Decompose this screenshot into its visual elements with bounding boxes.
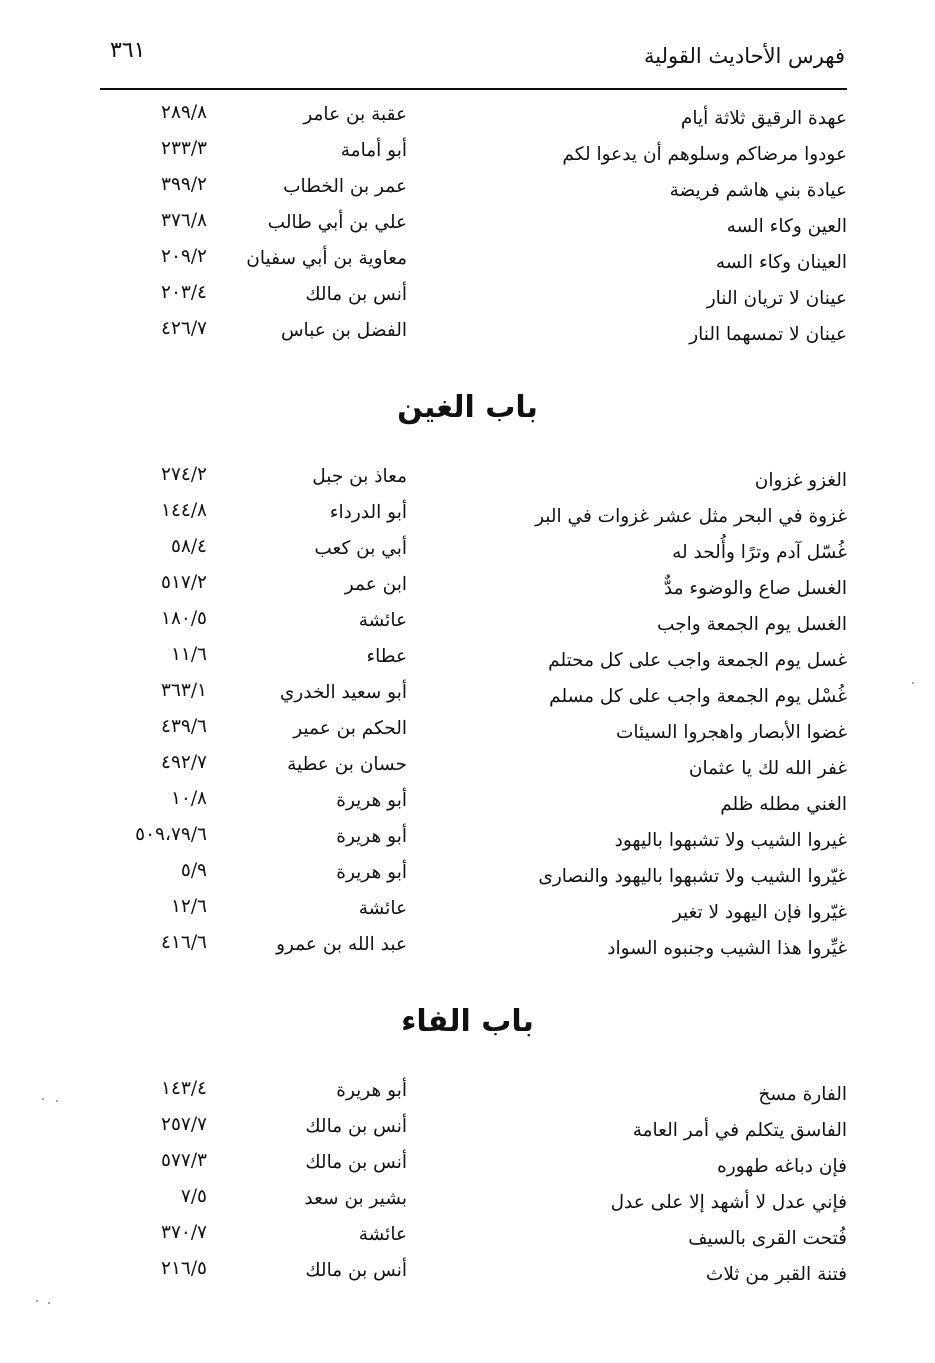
- index-row: [95, 680, 847, 722]
- volume-page-ref: ٢٥٧/٧: [161, 1114, 207, 1135]
- volume-page-ref: ٣٦٣/١: [161, 680, 207, 701]
- running-head: [100, 38, 845, 78]
- narrator-name: عطاء: [366, 646, 407, 667]
- narrator-name: عائشة: [358, 898, 407, 919]
- header-rule: [100, 88, 847, 90]
- volume-page-ref: ٧/٥: [180, 1186, 207, 1207]
- narrator-name: أبو الدرداء: [329, 502, 407, 523]
- page-number: ٣٦١: [110, 38, 146, 63]
- volume-page-ref: ١١/٦: [170, 644, 207, 665]
- volume-page-ref: ١٨٠/٥: [161, 608, 207, 629]
- narrator-name: أبو سعيد الخدري: [279, 682, 407, 703]
- hadith-text: غُسْل يوم الجمعة واجب على كل مسلم: [549, 686, 847, 707]
- section-fa: [95, 1078, 847, 1314]
- narrator-name: الحكم بن عمير: [293, 718, 407, 739]
- volume-page-ref: ٤٣٩/٦: [161, 716, 207, 737]
- hadith-text: غيّروا فإن اليهود لا تغير: [672, 902, 847, 923]
- hadith-text: الفارة مسخ: [758, 1084, 847, 1105]
- hadith-text: عيادة بني هاشم فريضة: [669, 180, 847, 201]
- volume-page-ref: ٤٩٢/٧: [161, 752, 207, 773]
- index-row: [95, 932, 847, 974]
- index-row: [95, 1078, 847, 1120]
- volume-page-ref: ٥/٩: [180, 860, 207, 881]
- narrator-name: بشير بن سعد: [304, 1188, 407, 1209]
- narrator-name: أنس بن مالك: [305, 1152, 407, 1173]
- index-row: [95, 644, 847, 686]
- hadith-text: عهدة الرقيق ثلاثة أيام: [680, 108, 847, 129]
- hadith-text: غيروا الشيب ولا تشبهوا باليهود: [614, 830, 847, 851]
- volume-page-ref: ٤٢٦/٧: [161, 318, 207, 339]
- index-row: [95, 246, 847, 288]
- volume-page-ref: ٣٩٩/٢: [161, 174, 207, 195]
- hadith-text: الغزو غزوان: [754, 470, 847, 491]
- volume-page-ref: ٥٨/٤: [170, 536, 207, 557]
- hadith-text: عينان لا تريان النار: [706, 288, 847, 309]
- narrator-name: عمر بن الخطاب: [283, 176, 407, 197]
- volume-page-ref: ١٤٤/٨: [161, 500, 207, 521]
- narrator-name: عائشة: [358, 610, 407, 631]
- narrator-name: عقبة بن عامر: [303, 104, 407, 125]
- narrator-name: معاذ بن جبل: [312, 466, 407, 487]
- narrator-name: علي بن أبي طالب: [267, 212, 407, 233]
- narrator-name: حسان بن عطية: [287, 754, 407, 775]
- narrator-name: الفضل بن عباس: [280, 320, 407, 341]
- index-row: [95, 500, 847, 542]
- hadith-text: الغسل يوم الجمعة واجب: [657, 614, 847, 635]
- volume-page-ref: ٣٧٦/٨: [161, 210, 207, 231]
- index-row: [95, 716, 847, 758]
- narrator-name: أبو هريرة: [336, 790, 407, 811]
- volume-page-ref: ٢٧٤/٢: [161, 464, 207, 485]
- index-row: [95, 1258, 847, 1300]
- narrator-name: أنس بن مالك: [305, 284, 407, 305]
- volume-page-ref: ٢١٦/٥: [161, 1258, 207, 1279]
- scan-speck: [912, 682, 914, 684]
- index-row: [95, 174, 847, 216]
- volume-page-ref: ٢٠٣/٤: [161, 282, 207, 303]
- hadith-text: غضوا الأبصار واهجروا السيئات: [615, 722, 847, 743]
- narrator-name: أنس بن مالك: [305, 1116, 407, 1137]
- index-row: [95, 318, 847, 360]
- volume-page-ref: ١٢/٦: [170, 896, 207, 917]
- scan-speck: [42, 1098, 44, 1100]
- volume-page-ref: ٥١٧/٢: [161, 572, 207, 593]
- narrator-name: ابن عمر: [344, 574, 407, 595]
- index-row: [95, 824, 847, 866]
- narrator-name: أبو أمامة: [340, 140, 407, 161]
- hadith-text: غُسّل آدم وترًا وأُلحد له: [672, 542, 847, 563]
- scan-speck: [48, 1302, 50, 1304]
- hadith-text: غفر الله لك يا عثمان: [688, 758, 847, 779]
- hadith-text: الغني مطله ظلم: [720, 794, 847, 815]
- hadith-text: العينان وكاء السه: [715, 252, 847, 273]
- section-ghain: [95, 464, 847, 980]
- index-row: [95, 896, 847, 938]
- chapter-heading-ghain: باب الغين: [397, 390, 538, 425]
- index-row: [95, 1222, 847, 1264]
- narrator-name: أبي بن كعب: [314, 538, 407, 559]
- narrator-name: عبد الله بن عمرو: [276, 934, 407, 955]
- narrator-name: عائشة: [358, 1224, 407, 1245]
- hadith-text: فإني عدل لا أشهد إلا على عدل: [610, 1192, 847, 1213]
- volume-page-ref: ٥٠٩،٧٩/٦: [135, 824, 207, 845]
- volume-page-ref: ٤١٦/٦: [161, 932, 207, 953]
- index-row: [95, 210, 847, 252]
- hadith-text: العين وكاء السه: [726, 216, 847, 237]
- chapter-heading-fa: باب الفاء: [401, 1004, 534, 1039]
- index-row: [95, 536, 847, 578]
- index-row: [95, 1186, 847, 1228]
- scan-speck: [56, 1100, 58, 1102]
- hadith-text: غزوة في البحر مثل عشر غزوات في البر: [535, 506, 847, 527]
- volume-page-ref: ٥٧٧/٣: [161, 1150, 207, 1171]
- narrator-name: أبو هريرة: [336, 1080, 407, 1101]
- hadith-text: فُتحت القرى بالسيف: [688, 1228, 847, 1249]
- scan-speck: [36, 1300, 38, 1302]
- running-title: فهرس الأحاديث القولية: [644, 44, 845, 68]
- narrator-name: أنس بن مالك: [305, 1260, 407, 1281]
- hadith-text: عودوا مرضاكم وسلوهم أن يدعوا لكم: [562, 144, 847, 165]
- hadith-text: غيِّروا هذا الشيب وجنبوه السواد: [607, 938, 847, 959]
- index-row: [95, 102, 847, 144]
- section-ain: [95, 102, 847, 368]
- narrator-name: أبو هريرة: [336, 862, 407, 883]
- index-row: [95, 464, 847, 506]
- index-row: [95, 788, 847, 830]
- hadith-text: الفاسق يتكلم في أمر العامة: [632, 1120, 847, 1141]
- index-row: [95, 1114, 847, 1156]
- hadith-text: فإن دباغه طهوره: [717, 1156, 847, 1177]
- index-row: [95, 572, 847, 614]
- index-row: [95, 752, 847, 794]
- hadith-text: الغسل صاع والوضوء مدٌّ: [663, 578, 847, 599]
- volume-page-ref: ٢٠٩/٢: [161, 246, 207, 267]
- volume-page-ref: ١٤٣/٤: [161, 1078, 207, 1099]
- volume-page-ref: ٣٧٠/٧: [161, 1222, 207, 1243]
- hadith-text: عينان لا تمسهما النار: [689, 324, 847, 345]
- volume-page-ref: ٢٣٣/٣: [161, 138, 207, 159]
- index-row: [95, 138, 847, 180]
- index-row: [95, 860, 847, 902]
- narrator-name: أبو هريرة: [336, 826, 407, 847]
- index-row: [95, 1150, 847, 1192]
- index-row: [95, 608, 847, 650]
- hadith-text: فتنة القبر من ثلاث: [705, 1264, 847, 1285]
- index-row: [95, 282, 847, 324]
- volume-page-ref: ٢٨٩/٨: [161, 102, 207, 123]
- narrator-name: معاوية بن أبي سفيان: [246, 248, 407, 269]
- hadith-text: غسل يوم الجمعة واجب على كل محتلم: [548, 650, 847, 671]
- hadith-text: غيّروا الشيب ولا تشبهوا باليهود والنصارى: [538, 866, 847, 887]
- volume-page-ref: ١٠/٨: [170, 788, 207, 809]
